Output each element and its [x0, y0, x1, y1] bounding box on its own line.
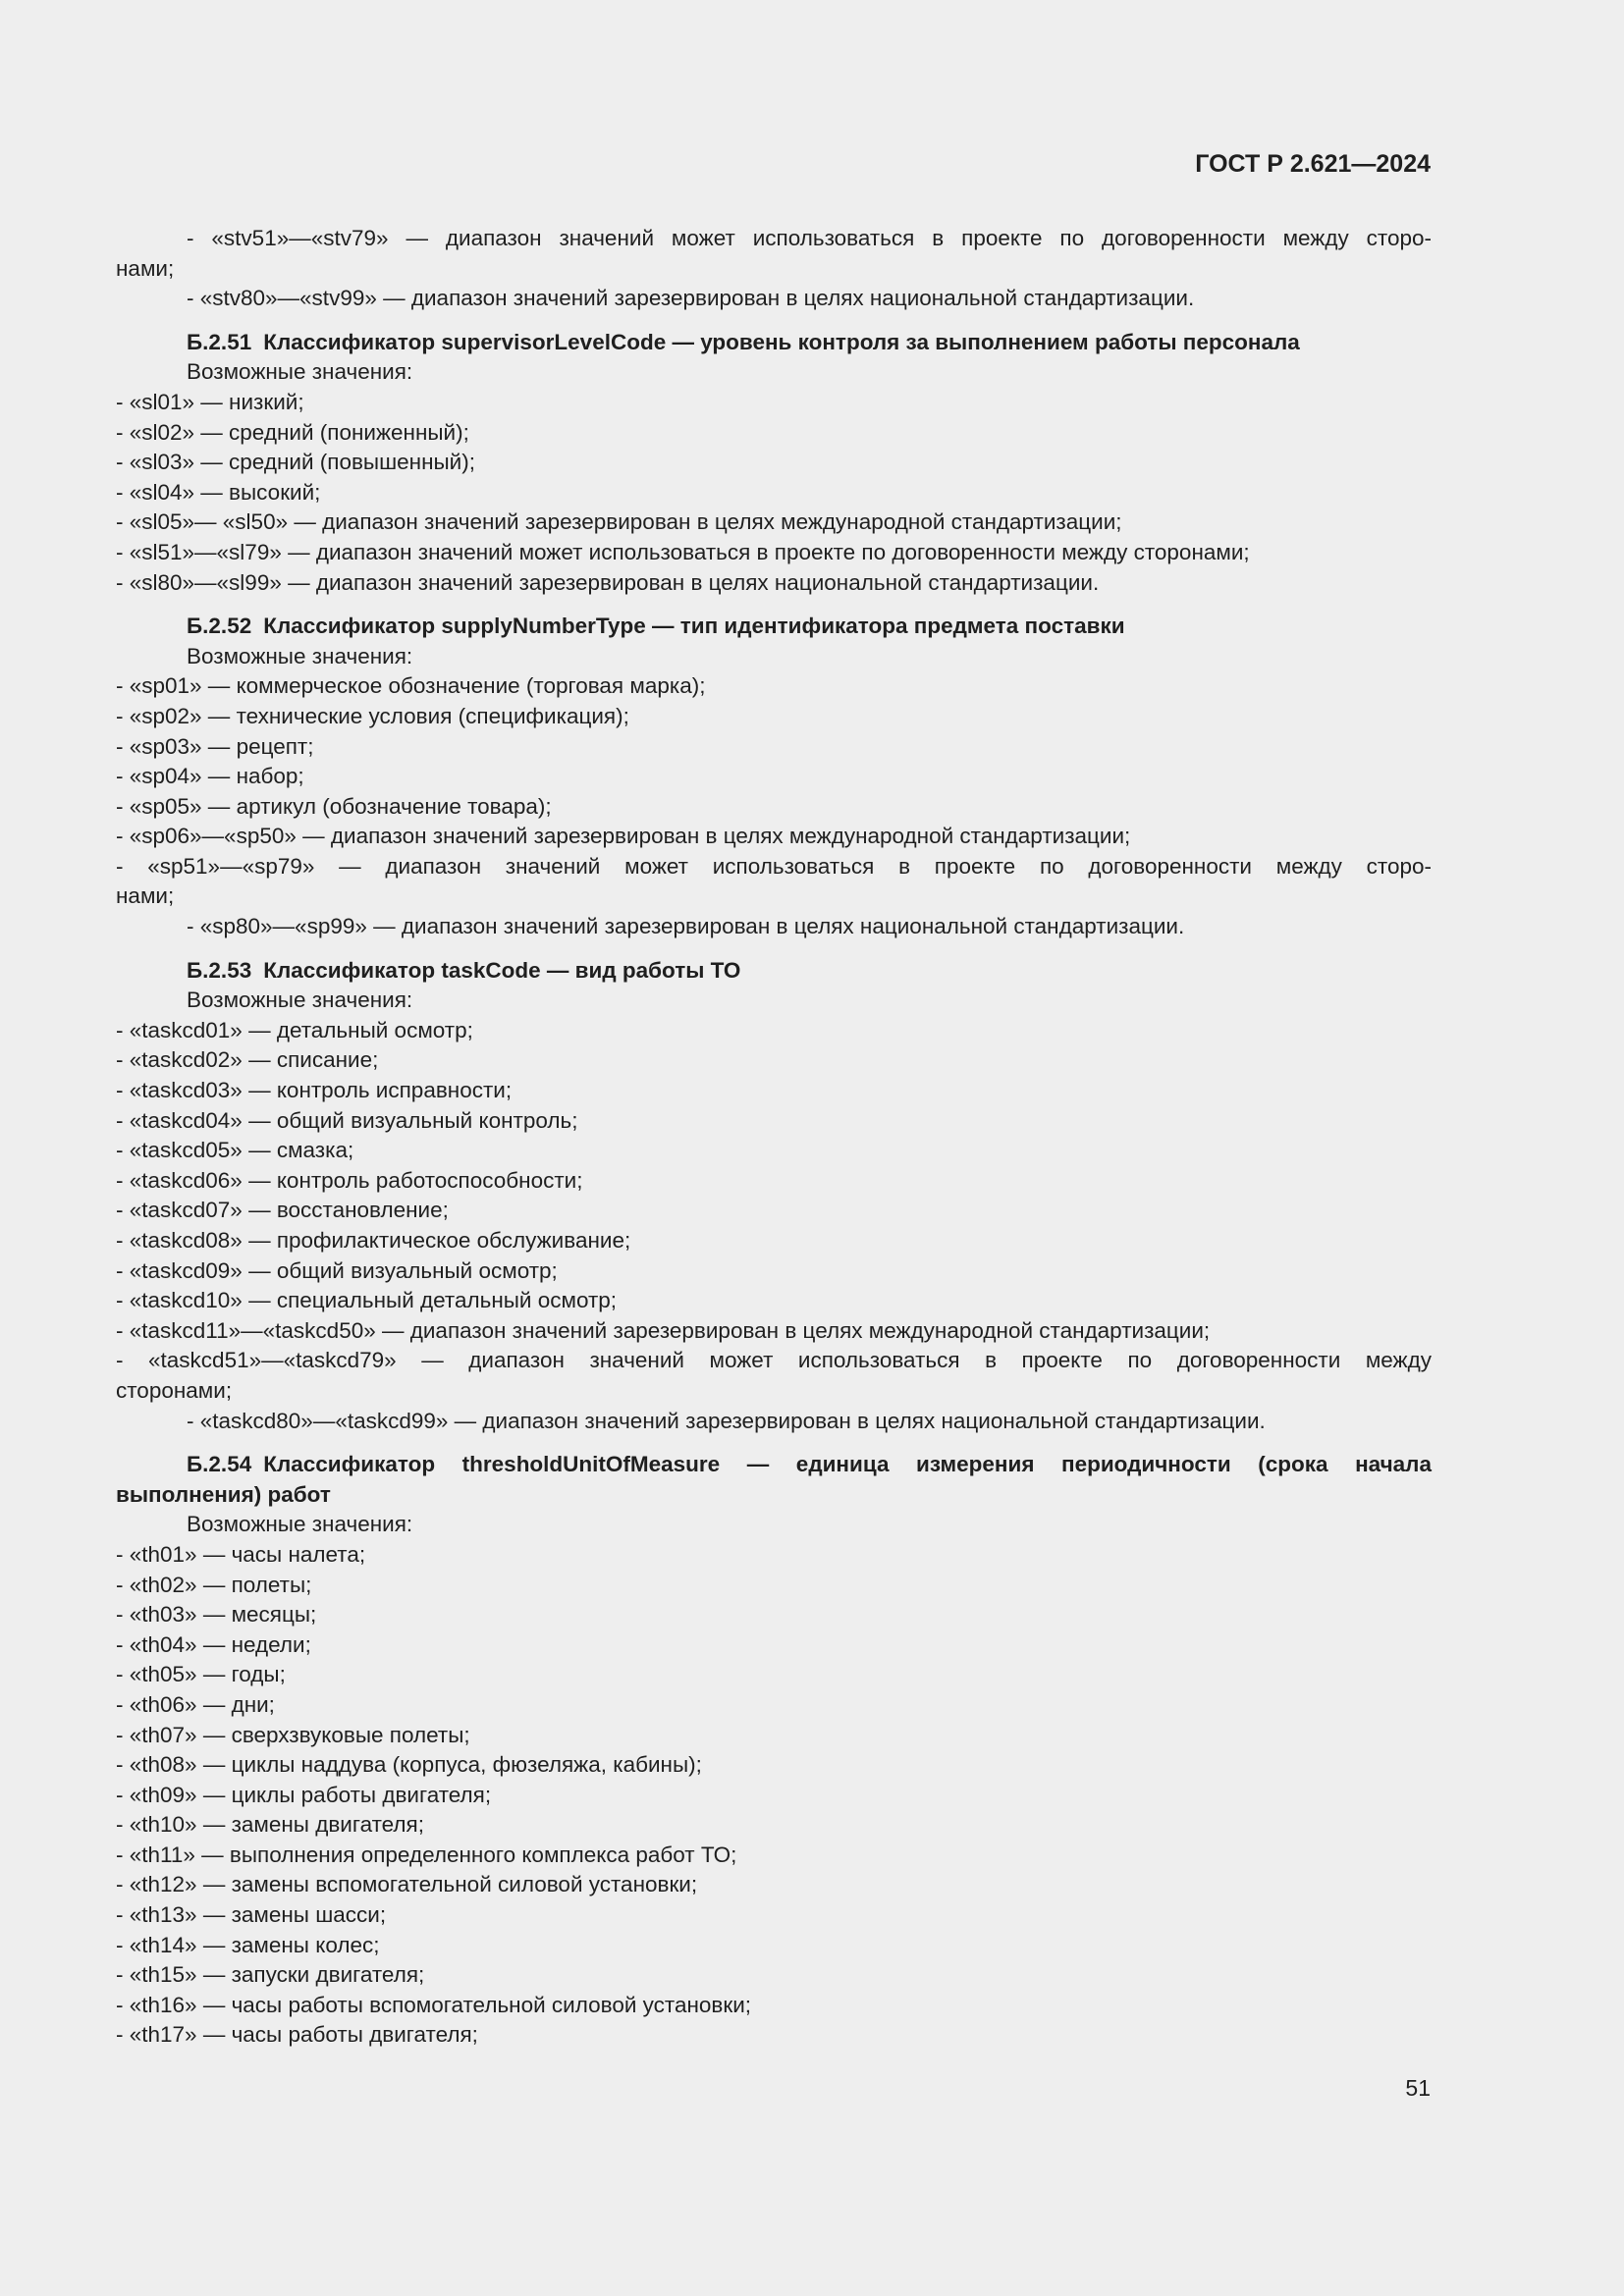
page-number: 51	[1405, 2075, 1431, 2101]
section-heading-b253	[116, 956, 1432, 987]
list-item: - «sp06»—«sp50» — диапазон значений зарезервирован в целях международной стандартизации;	[116, 824, 1131, 849]
list-item: - «th10» — замены двигателя;	[116, 1812, 424, 1838]
list-item: - «taskcd05» — смазка;	[116, 1138, 354, 1163]
list-item: - «sp80»—«sp99» — диапазон значений зарезервирован в целях национальной стандартизации.	[187, 914, 1185, 939]
section-title: Классификатор taskCode — вид работы ТО	[263, 957, 741, 983]
list-item: - «th08» — циклы наддува (корпуса, фюзеляжа, кабины);	[116, 1752, 702, 1778]
possible-values-label: Возможные значения:	[187, 643, 413, 668]
document-body	[116, 224, 1432, 2051]
list-item: - «th17» — часы работы двигателя;	[116, 2022, 478, 2048]
list-item: - «stv51»—«stv79» — диапазон значений может использоваться в проекте по договоренности между сторо-	[187, 226, 1432, 250]
list-item: - «th05» — годы;	[116, 1662, 286, 1687]
list-item: - «th15» — запуски двигателя;	[116, 1962, 425, 1988]
section-heading-b251	[116, 328, 1432, 358]
list-item: - «th01» — часы налета;	[116, 1541, 366, 1567]
list-item: - «sp51»—«sp79» — диапазон значений может использоваться в проекте по договоренности между сторо-	[116, 853, 1432, 879]
list-item: - «taskcd06» — контроль работоспособности;	[116, 1167, 583, 1193]
list-item: - «sp05» — артикул (обозначение товара);	[116, 793, 552, 819]
list-item-continuation: нами;	[116, 883, 175, 909]
list-item: - «th14» — замены колес;	[116, 1932, 380, 1957]
list-item: - «sl05»— «sl50» — диапазон значений зарезервирован в целях международной стандартизации;	[116, 509, 1122, 535]
list-item: - «th13» — замены шасси;	[116, 1902, 387, 1928]
list-item: - «sl51»—«sl79» — диапазон значений может использоваться в проекте по договоренности между сторонами;	[116, 539, 1250, 564]
list-item: - «sp04» — набор;	[116, 764, 304, 789]
section-number: Б.2.53	[187, 957, 252, 983]
list-item: - «sl80»—«sl99» — диапазон значений зарезервирован в целях национальной стандартизации.	[116, 569, 1100, 595]
list-item: - «th04» — недели;	[116, 1631, 311, 1657]
section-title-continuation: выполнения) работ	[116, 1481, 331, 1507]
section-title: Классификатор supervisorLevelCode — уровень контроля за выполнением работы персонала	[263, 329, 1300, 354]
list-item: - «taskcd01» — детальный осмотр;	[116, 1017, 473, 1042]
list-item: - «stv80»—«stv99» — диапазон значений зарезервирован в целях национальной стандартизации.	[187, 286, 1195, 311]
list-item: - «sl04» — высокий;	[116, 479, 321, 505]
possible-values-label: Возможные значения:	[187, 1512, 413, 1537]
list-item: - «sl02» — средний (пониженный);	[116, 419, 469, 445]
section-number: Б.2.51	[187, 329, 252, 354]
list-item: - «th09» — циклы работы двигателя;	[116, 1782, 492, 1807]
section-heading-b252	[116, 612, 1432, 642]
list-item: - «taskcd11»—«taskcd50» — диапазон значений зарезервирован в целях международной стандартизации;	[116, 1317, 1211, 1343]
list-item: - «taskcd08» — профилактическое обслуживание;	[116, 1228, 631, 1253]
list-item: - «th02» — полеты;	[116, 1572, 312, 1597]
list-item: - «taskcd80»—«taskcd99» — диапазон значений зарезервирован в целях национальной стандартизации.	[187, 1408, 1266, 1433]
section-title: Классификатор thresholdUnitOfMeasure — единица измерения периодичности (срока начала	[263, 1452, 1432, 1477]
list-item-continuation: нами;	[116, 255, 175, 281]
possible-values-label: Возможные значения:	[187, 359, 413, 385]
section-heading-b254	[116, 1450, 1432, 1480]
list-item: - «taskcd04» — общий визуальный контроль;	[116, 1107, 578, 1133]
list-item: - «taskcd07» — восстановление;	[116, 1198, 449, 1223]
list-item: - «taskcd09» — общий визуальный осмотр;	[116, 1257, 558, 1283]
list-item: - «th11» — выполнения определенного комплекса работ ТО;	[116, 1842, 737, 1867]
list-item: - «th16» — часы работы вспомогательной силовой установки;	[116, 1992, 752, 2017]
list-item: - «sl03» — средний (повышенный);	[116, 450, 475, 475]
section-title: Классификатор supplyNumberType — тип идентификатора предмета поставки	[263, 614, 1125, 639]
list-item: - «sp01» — коммерческое обозначение (торговая марка);	[116, 673, 706, 699]
list-item-continuation: сторонами;	[116, 1377, 233, 1403]
possible-values-label: Возможные значения:	[187, 988, 413, 1013]
list-item: - «sp02» — технические условия (спецификация);	[116, 703, 629, 728]
section-number: Б.2.54	[187, 1452, 252, 1477]
section-number: Б.2.52	[187, 614, 252, 639]
document-code: ГОСТ Р 2.621—2024	[1195, 150, 1431, 178]
list-item: - «sl01» — низкий;	[116, 389, 304, 414]
list-item: - «th03» — месяцы;	[116, 1602, 317, 1628]
list-item: - «th06» — дни;	[116, 1691, 275, 1717]
list-item: - «taskcd51»—«taskcd79» — диапазон значений может использоваться в проекте по договоренности между	[116, 1348, 1432, 1373]
list-item: - «sp03» — рецепт;	[116, 733, 314, 759]
list-item: - «taskcd02» — списание;	[116, 1047, 379, 1073]
list-item: - «th07» — сверхзвуковые полеты;	[116, 1722, 470, 1747]
list-item: - «taskcd03» — контроль исправности;	[116, 1078, 513, 1103]
list-item: - «taskcd10» — специальный детальный осмотр;	[116, 1288, 618, 1313]
list-item: - «th12» — замены вспомогательной силовой установки;	[116, 1872, 698, 1897]
